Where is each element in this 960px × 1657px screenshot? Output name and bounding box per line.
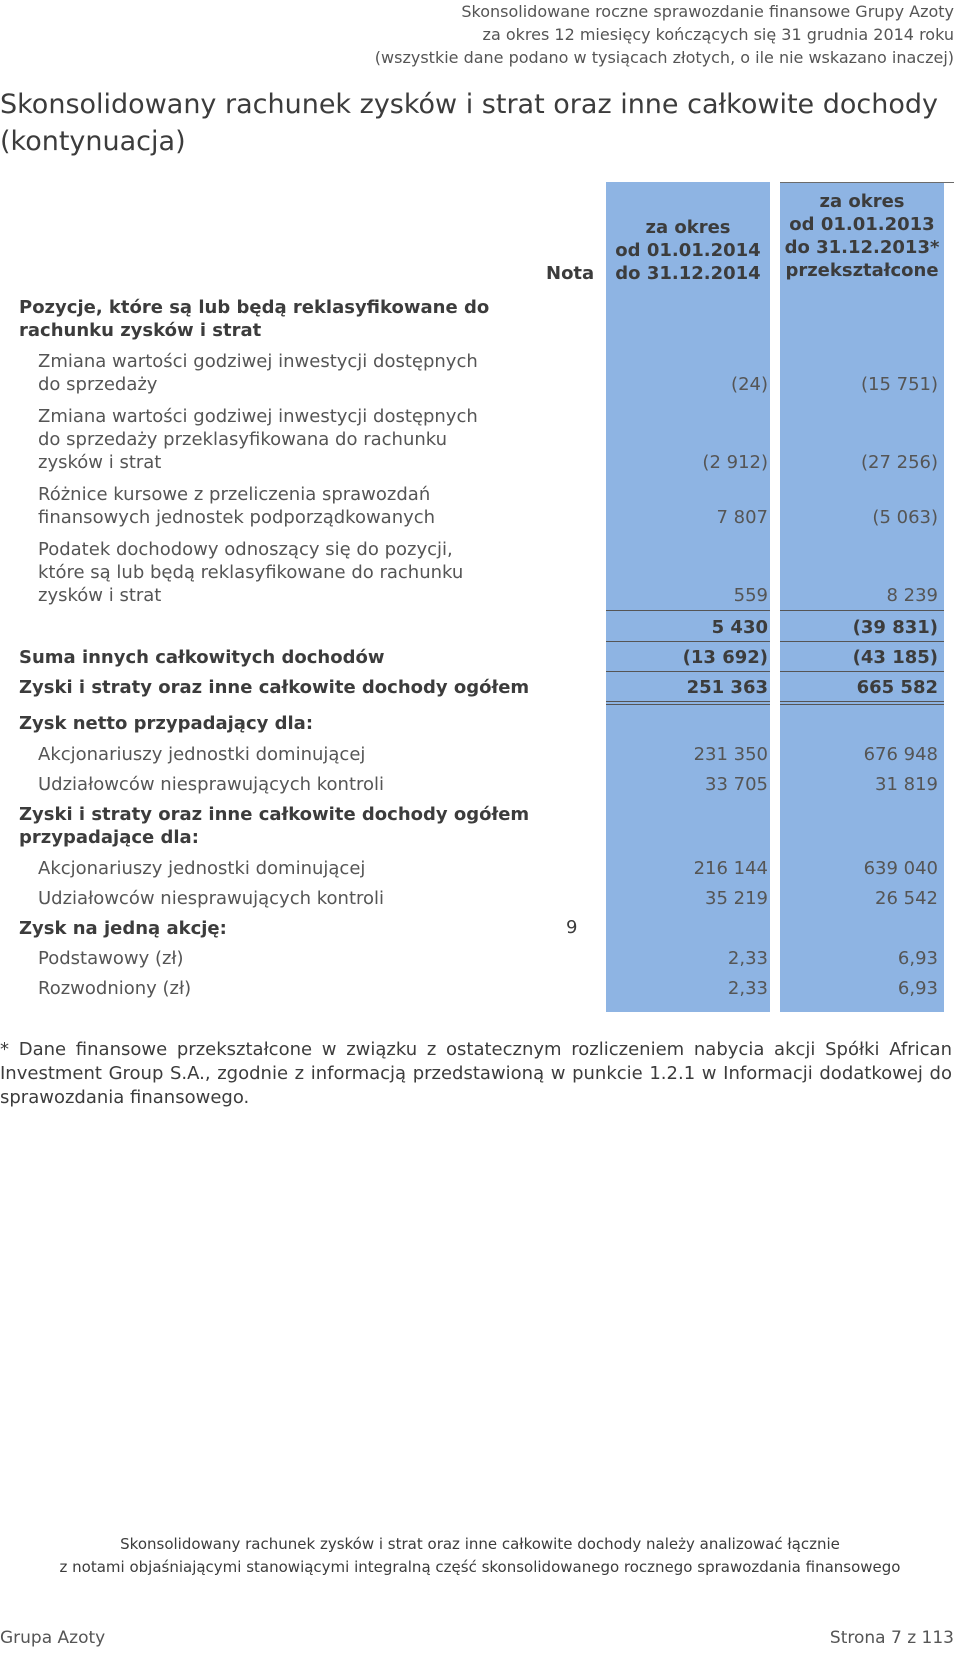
page-title	[0, 86, 950, 160]
row-total-comprehensive-2013: 665 582	[856, 677, 938, 698]
col2013-line-1: za okres	[819, 191, 905, 212]
comprehensive-parent-label: Akcjonariuszy jednostki dominującej	[38, 858, 366, 879]
row-label-line: finansowych jednostek podporządkowanych	[38, 507, 436, 528]
row-fair-value-change-label	[38, 350, 478, 396]
total-comprehensive-line-2014	[606, 701, 770, 702]
comprehensive-nci-2013: 26 542	[875, 888, 938, 909]
col2013-line-2: od 01.01.2013	[789, 214, 935, 235]
subtotal-2014: 5 430	[711, 617, 768, 638]
row-label-line: które są lub będą reklasyfikowane do rachunku	[38, 562, 464, 583]
total-comprehensive-double-line-2013	[780, 704, 944, 705]
col2013-line-3: do 31.12.2013*	[784, 237, 940, 258]
eps-diluted-2013: 6,93	[897, 978, 938, 999]
row-fx-differences-2014: 7 807	[716, 507, 768, 528]
row-label-line: do sprzedaży przeklasyfikowana do rachunku	[38, 429, 448, 450]
eps-diluted-2014: 2,33	[727, 978, 768, 999]
col2014-line-3: do 31.12.2014	[615, 263, 761, 284]
comprehensive-nci-label: Udziałowców niesprawujących kontroli	[38, 888, 385, 909]
footer-company: Grupa Azoty	[0, 1628, 106, 1648]
comprehensive-parent-2013: 639 040	[863, 858, 938, 879]
row-income-tax-2014: 559	[733, 585, 768, 606]
restatement-footnote: * Dane finansowe przekształcone w związku z ostatecznym rozliczeniem nabycia akcji Spółki African Investment Group S.A., zgodnie z informacją przedstawioną w punkcie 1.2.1 w Informacji dodatkowej do sprawozdania finansowego.	[0, 1039, 952, 1108]
eps-diluted-label: Rozwodniony (zł)	[38, 978, 192, 999]
subtotal-line-2014	[606, 610, 770, 611]
row-total-comprehensive-2014: 251 363	[686, 677, 768, 698]
row-fx-differences-label	[38, 483, 435, 529]
net-profit-nci-2013: 31 819	[875, 774, 938, 795]
eps-basic-label: Podstawowy (zł)	[38, 948, 184, 969]
comprehensive-attributable-header	[19, 803, 529, 849]
row-label-line: zysków i strat	[38, 585, 162, 606]
row-fair-value-change-2014: (24)	[731, 374, 768, 395]
net-profit-nci-2014: 33 705	[705, 774, 768, 795]
subtotal-line-2013	[780, 610, 944, 611]
comprehensive-nci-2014: 35 219	[705, 888, 768, 909]
title-line-1: Skonsolidowany rachunek zysków i strat oraz inne całkowite dochody	[0, 89, 938, 120]
column-header-2014	[606, 216, 770, 285]
net-profit-parent-label: Akcjonariuszy jednostki dominującej	[38, 744, 366, 765]
col2014-line-1: za okres	[645, 217, 731, 238]
row-income-tax-label	[38, 538, 463, 607]
row-label-line: Zmiana wartości godziwej inwestycji dostępnych	[38, 351, 478, 372]
footer-page-number: Strona 7 z 113	[829, 1628, 954, 1648]
subtotal-2013: (39 831)	[852, 617, 938, 638]
section-line-1: Pozycje, które są lub będą reklasyfikowane do	[19, 297, 490, 318]
column-header-2013	[780, 190, 944, 282]
eps-basic-2013: 6,93	[897, 948, 938, 969]
total-oci-line-2013	[780, 671, 944, 672]
total-oci-line-2014	[606, 671, 770, 672]
bottom-note	[0, 1533, 960, 1579]
total-comprehensive-double-line-2014	[606, 704, 770, 705]
comprehensive-parent-2014: 216 144	[693, 858, 768, 879]
row-fair-value-reclassified-label	[38, 405, 478, 474]
net-profit-attributable-header: Zysk netto przypadający dla:	[19, 713, 314, 734]
title-line-2: (kontynuacja)	[0, 126, 186, 157]
bottom-note-line-1: Skonsolidowany rachunek zysków i strat oraz inne całkowite dochody należy analizować łącznie	[120, 1535, 840, 1553]
column-2013-top-border	[780, 182, 954, 183]
header-line-2: za okres 12 miesięcy kończących się 31 grudnia 2014 roku	[482, 25, 954, 44]
comprehensive-header-line-2: przypadające dla:	[19, 827, 199, 848]
col2013-line-4: przekształcone	[785, 260, 939, 281]
comprehensive-header-line-1: Zyski i straty oraz inne całkowite dochody ogółem	[19, 804, 530, 825]
eps-nota-ref: 9	[566, 917, 578, 938]
row-total-oci-2013: (43 185)	[852, 647, 938, 668]
row-income-tax-2013: 8 239	[886, 585, 938, 606]
header-line-1: Skonsolidowane roczne sprawozdanie finansowe Grupy Azoty	[461, 2, 954, 21]
row-fair-value-reclassified-2014: (2 912)	[702, 452, 768, 473]
bottom-note-line-2: z notami objaśniającymi stanowiącymi integralną część skonsolidowanego rocznego sprawozdania finansowego	[59, 1558, 901, 1576]
row-label-line: do sprzedaży	[38, 374, 158, 395]
row-label-line: Podatek dochodowy odnoszący się do pozycji,	[38, 539, 453, 560]
row-fair-value-reclassified-2013: (27 256)	[860, 452, 938, 473]
document-header	[375, 0, 954, 69]
nota-header: Nota	[546, 263, 595, 284]
eps-basic-2014: 2,33	[727, 948, 768, 969]
row-total-oci-label: Suma innych całkowitych dochodów	[19, 647, 385, 668]
subtotal-bottom-line-2014	[606, 641, 770, 642]
net-profit-parent-2014: 231 350	[693, 744, 768, 765]
row-label-line: zysków i strat	[38, 452, 162, 473]
row-total-comprehensive-label: Zyski i straty oraz inne całkowite dochody ogółem	[19, 677, 530, 698]
net-profit-nci-label: Udziałowców niesprawujących kontroli	[38, 774, 385, 795]
col2014-line-2: od 01.01.2014	[615, 240, 761, 261]
row-label-line: Różnice kursowe z przeliczenia sprawozdań	[38, 484, 431, 505]
row-fx-differences-2013: (5 063)	[872, 507, 938, 528]
subtotal-bottom-line-2013	[780, 641, 944, 642]
header-line-3: (wszystkie dane podano w tysiącach złotych, o ile nie wskazano inaczej)	[374, 48, 954, 67]
section-line-2: rachunku zysków i strat	[19, 320, 262, 341]
eps-header: Zysk na jedną akcję:	[19, 918, 227, 939]
row-label-line: Zmiana wartości godziwej inwestycji dostępnych	[38, 406, 478, 427]
net-profit-parent-2013: 676 948	[863, 744, 938, 765]
total-comprehensive-line-2013	[780, 701, 944, 702]
row-fair-value-change-2013: (15 751)	[860, 374, 938, 395]
row-total-oci-2014: (13 692)	[682, 647, 768, 668]
section-reclassified-header	[19, 296, 489, 342]
